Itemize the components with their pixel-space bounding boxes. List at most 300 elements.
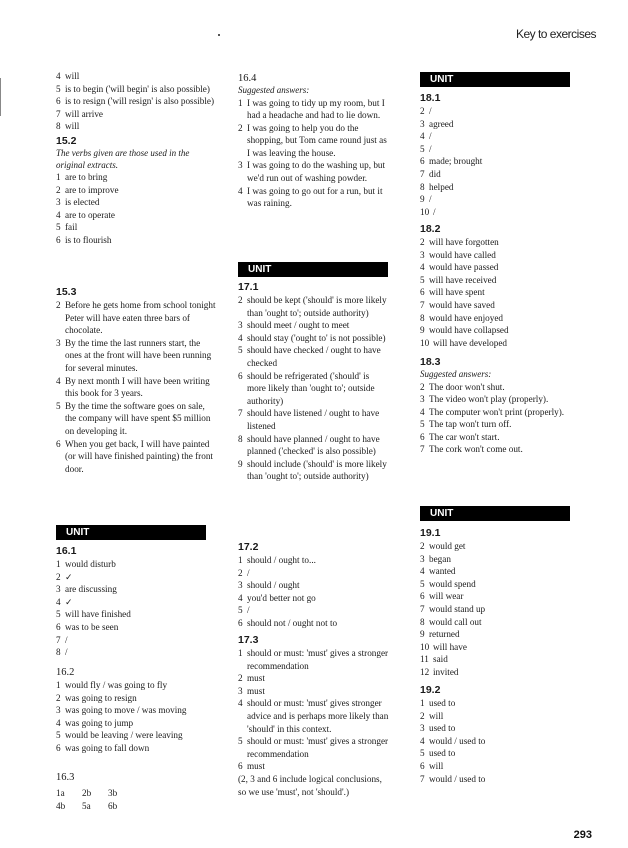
list-item — [420, 249, 582, 262]
item-text: should / ought to... — [247, 555, 316, 565]
grid-cell: 5a — [82, 800, 91, 811]
item-text: / — [429, 131, 432, 142]
item-text: will — [429, 760, 444, 771]
list-item — [420, 206, 582, 219]
item-number: 1 — [56, 680, 61, 690]
list-item — [56, 621, 216, 634]
item-text: should / ought — [247, 580, 300, 591]
item-number: 3 — [420, 118, 425, 129]
item-text: should or must: 'must' gives stronger advice and is perhaps more likely than 'should' in this context. — [247, 698, 389, 734]
item-number: 6 — [56, 96, 61, 107]
item-number: 2 — [420, 541, 425, 551]
list-item — [238, 294, 390, 319]
item-number: 8 — [420, 312, 425, 323]
list-item — [56, 646, 216, 659]
list-item — [420, 381, 582, 394]
item-number: 9 — [420, 194, 425, 205]
item-text: By next month I will have been writing this book for 3 years. — [65, 375, 210, 399]
list-item — [420, 274, 582, 287]
list-item — [420, 735, 582, 748]
item-text: are discussing — [65, 584, 117, 595]
scan-speck — [218, 34, 220, 36]
page-edge-mark — [0, 78, 1, 116]
item-number: 5 — [420, 419, 425, 430]
item-number: 2 — [420, 710, 425, 721]
item-number: 3 — [420, 723, 425, 734]
list-item — [420, 616, 582, 629]
section-note: The verbs given are those used in the original extracts. — [56, 148, 190, 170]
answer-list — [238, 97, 390, 210]
item-number: 4 — [238, 592, 243, 603]
item-number: 2 — [56, 184, 61, 195]
list-item — [56, 596, 216, 609]
section-17-2 — [238, 541, 390, 630]
item-number: 6 — [238, 617, 243, 628]
section-heading: 17.1 — [238, 281, 259, 293]
list-item — [238, 185, 390, 210]
list-item — [56, 83, 216, 96]
item-number: 6 — [420, 760, 425, 771]
item-number: 1 — [238, 648, 243, 658]
item-text: are to bring — [65, 172, 108, 182]
list-item — [238, 735, 390, 760]
item-text: invited — [433, 666, 459, 677]
list-item — [420, 628, 582, 641]
item-number: 5 — [56, 730, 61, 741]
section-heading: 16.4 — [238, 73, 257, 84]
section-18-2 — [420, 223, 582, 349]
item-text: must — [247, 685, 265, 696]
list-item — [420, 578, 582, 591]
section-15-3 — [56, 286, 216, 475]
item-number: 3 — [238, 580, 243, 591]
item-text: fail — [65, 222, 78, 233]
item-text: used to — [429, 698, 456, 708]
item-text: was going to move / was moving — [65, 705, 187, 716]
item-text: are to operate — [65, 209, 115, 220]
item-number: 4 — [420, 406, 425, 417]
list-item — [238, 159, 390, 184]
item-text: / — [65, 634, 68, 645]
answer-list — [420, 105, 582, 218]
item-text: should have checked / ought to have checked — [247, 345, 381, 368]
item-number: 4 — [420, 131, 425, 142]
unit-banner-18: UNIT — [420, 72, 570, 87]
section-heading: 15.3 — [56, 286, 77, 298]
list-item — [238, 433, 390, 458]
item-text: / — [65, 647, 68, 658]
item-number: 4 — [56, 71, 61, 81]
section-heading: 15.2 — [56, 135, 77, 147]
answer-grid — [56, 787, 216, 812]
item-text: you'd better not go — [247, 592, 316, 603]
list-item — [420, 666, 582, 679]
item-text: will have developed — [433, 337, 507, 348]
section-heading: 19.1 — [420, 527, 441, 539]
item-text: helped — [429, 181, 454, 192]
list-item — [56, 400, 216, 438]
item-number: 6 — [238, 370, 243, 381]
item-text: would call out — [429, 616, 482, 627]
list-item — [238, 647, 390, 672]
list-item — [238, 458, 390, 483]
item-number: 2 — [56, 571, 61, 582]
list-item — [420, 653, 582, 666]
item-number: 7 — [56, 634, 61, 645]
section-heading: 16.1 — [56, 545, 77, 557]
item-number: 6 — [56, 438, 61, 449]
item-number: 5 — [56, 222, 61, 233]
section-heading: 17.2 — [238, 541, 259, 553]
section-heading: 19.2 — [420, 684, 441, 696]
item-number: 6 — [56, 742, 61, 753]
list-item — [420, 697, 582, 710]
item-text: must — [247, 673, 265, 684]
list-item — [238, 554, 390, 567]
list-item — [56, 184, 216, 197]
grid-cell: 6b — [108, 800, 118, 811]
item-number: 3 — [420, 553, 425, 564]
item-number: 5 — [56, 400, 61, 411]
item-number: 5 — [56, 83, 61, 94]
item-number: 8 — [56, 121, 61, 132]
item-text: would have passed — [429, 262, 499, 273]
item-text: will — [65, 121, 80, 132]
item-number: 4 — [238, 698, 243, 709]
list-item — [420, 299, 582, 312]
section-18-3 — [420, 356, 582, 456]
item-text: would have collapsed — [429, 325, 509, 336]
item-number: 2 — [238, 673, 243, 684]
list-item — [420, 393, 582, 406]
item-text: used to — [429, 748, 456, 759]
item-number: 6 — [420, 431, 425, 442]
item-number: 8 — [56, 647, 61, 658]
item-text: is to begin ('will begin' is also possible) — [65, 83, 210, 94]
item-text: will — [429, 710, 444, 721]
item-number: 9 — [420, 629, 425, 640]
list-item — [238, 697, 390, 735]
item-text: would get — [429, 541, 466, 551]
list-item — [56, 717, 216, 730]
item-number: 2 — [238, 295, 243, 305]
item-number: 2 — [238, 122, 243, 133]
item-text: will have forgotten — [429, 237, 499, 247]
item-text: would be leaving / were leaving — [65, 730, 183, 741]
unit-banner-19: UNIT — [420, 506, 570, 521]
item-number: 4 — [238, 185, 243, 196]
item-number: 2 — [420, 237, 425, 247]
list-item — [56, 742, 216, 755]
answer-list — [56, 171, 216, 247]
list-item — [56, 608, 216, 621]
list-item — [56, 70, 216, 83]
item-number: 2 — [420, 106, 425, 116]
section-footnote: (2, 3 and 6 include logical conclusions, so we use 'must', not 'should'.) — [238, 773, 382, 797]
item-number: 5 — [420, 274, 425, 285]
list-item — [238, 407, 390, 432]
item-number: 1 — [238, 555, 243, 565]
item-number: 7 — [56, 108, 61, 119]
section-17-3 — [238, 634, 390, 798]
list-item — [238, 592, 390, 605]
item-text: did — [429, 168, 441, 179]
list-item — [420, 747, 582, 760]
item-text: should or must: 'must' gives a stronger recommendation — [247, 648, 389, 671]
list-item — [56, 679, 216, 692]
item-number: 7 — [420, 299, 425, 310]
answer-list — [238, 554, 390, 630]
item-text: ✓ — [65, 596, 73, 607]
section-16-2 — [56, 666, 216, 755]
item-text: The video won't play (properly). — [429, 394, 549, 405]
item-text: should be refrigerated ('should' is more likely than 'ought to'; outside authority) — [247, 370, 375, 406]
item-text: will arrive — [65, 108, 104, 119]
list-item — [56, 120, 216, 133]
list-item — [420, 168, 582, 181]
item-number: 5 — [238, 605, 243, 616]
list-item — [56, 234, 216, 247]
item-text: will wear — [429, 591, 464, 602]
item-text: By the time the last runners start, the ones at the front will have been running for several minutes. — [65, 337, 212, 373]
item-text: will have — [433, 641, 467, 652]
section-16-3 — [56, 771, 216, 812]
item-text: The car won't start. — [429, 431, 500, 442]
list-item — [238, 370, 390, 408]
item-text: will have received — [429, 274, 497, 285]
item-text: wanted — [429, 566, 456, 577]
item-number: 2 — [56, 692, 61, 703]
unit-banner-17: UNIT — [238, 262, 388, 277]
item-text: By the time the software goes on sale, the company will have spent $5 million on developing it. — [65, 400, 211, 436]
grid-cell: 1a — [56, 788, 65, 798]
unit-banner-16: UNIT — [56, 525, 206, 540]
section-18-1 — [420, 92, 582, 218]
item-number: 7 — [420, 444, 425, 455]
item-number: 8 — [420, 616, 425, 627]
list-item — [420, 443, 582, 456]
list-item — [56, 583, 216, 596]
page-number: 293 — [573, 829, 592, 841]
item-text: / — [429, 143, 432, 154]
item-text: should not / ought not to — [247, 617, 338, 628]
list-item — [238, 604, 390, 617]
section-heading: 18.1 — [420, 92, 441, 104]
item-number: 4 — [56, 375, 61, 386]
answer-list — [420, 236, 582, 349]
item-text: are to improve — [65, 184, 119, 195]
item-number: 3 — [238, 685, 243, 696]
item-number: 12 — [420, 666, 430, 677]
list-item — [56, 209, 216, 222]
list-item — [420, 105, 582, 118]
item-number: 6 — [238, 761, 243, 772]
item-text: / — [433, 206, 436, 217]
section-heading: 16.3 — [56, 772, 75, 783]
item-number: 5 — [238, 345, 243, 356]
item-number: 4 — [420, 566, 425, 577]
item-text: I was going to help you do the shopping, but Tom came round just as I was leaving the house. — [247, 122, 387, 158]
section-heading: 18.2 — [420, 223, 441, 235]
section-16-1 — [56, 545, 216, 659]
item-text: / — [247, 567, 250, 578]
list-item — [56, 95, 216, 108]
item-text: would have called — [429, 249, 496, 260]
item-text: would / used to — [429, 773, 486, 784]
list-item — [56, 634, 216, 647]
section-note: Suggested answers: — [238, 85, 310, 95]
item-text: was going to fall down — [65, 742, 150, 753]
item-text: will have finished — [65, 609, 131, 620]
item-number: 6 — [420, 156, 425, 167]
list-item — [56, 558, 216, 571]
item-number: 6 — [420, 287, 425, 298]
item-number: 3 — [56, 584, 61, 595]
item-text: is elected — [65, 197, 100, 208]
item-text: is to resign ('will resign' is also possible) — [65, 96, 215, 107]
item-number: 6 — [56, 234, 61, 245]
list-15-1-continued — [56, 70, 216, 133]
list-item — [420, 130, 582, 143]
item-number: 9 — [238, 458, 243, 469]
item-number: 2 — [56, 300, 61, 310]
item-number: 7 — [420, 603, 425, 614]
list-item — [56, 375, 216, 400]
answer-list — [420, 381, 582, 457]
list-item — [238, 97, 390, 122]
section-heading: 16.2 — [56, 667, 75, 678]
list-item — [56, 299, 216, 337]
item-number: 3 — [238, 160, 243, 171]
item-text: should or must: 'must' gives a stronger recommendation — [247, 736, 389, 759]
item-text: should stay ('ought to' is not possible) — [247, 332, 386, 343]
list-item — [238, 672, 390, 685]
list-item — [238, 579, 390, 592]
list-item — [420, 431, 582, 444]
item-number: 5 — [56, 609, 61, 620]
item-text: was to be seen — [65, 621, 119, 632]
item-text: ✓ — [65, 571, 73, 582]
list-item — [56, 438, 216, 476]
item-number: 1 — [56, 172, 61, 182]
list-item — [238, 344, 390, 369]
list-item — [238, 760, 390, 773]
answer-list — [56, 679, 216, 755]
item-number: 8 — [420, 181, 425, 192]
item-text: is to flourish — [65, 234, 112, 245]
answer-list — [56, 299, 216, 475]
item-number: 2 — [238, 567, 243, 578]
answer-list — [420, 540, 582, 679]
item-text: I was going to do the washing up, but we'd run out of washing powder. — [247, 160, 386, 184]
list-item — [420, 236, 582, 249]
item-number: 3 — [56, 337, 61, 348]
item-text: should include ('should' is more likely than 'ought to'; outside authority) — [247, 458, 387, 482]
list-item — [420, 337, 582, 350]
item-number: 11 — [420, 654, 429, 665]
list-item — [420, 312, 582, 325]
list-item — [420, 193, 582, 206]
list-item — [420, 603, 582, 616]
item-number: 10 — [420, 206, 430, 217]
list-item — [238, 122, 390, 160]
list-item — [420, 710, 582, 723]
item-text: will — [65, 71, 80, 81]
page-header-title: Key to exercises — [515, 27, 596, 41]
list-item — [56, 337, 216, 375]
item-text: would have saved — [429, 299, 495, 310]
grid-cell: 4b — [56, 800, 66, 811]
list-item — [420, 565, 582, 578]
item-text: Before he gets home from school tonight Peter will have eaten three bars of chocolate. — [65, 300, 216, 336]
item-number: 6 — [56, 621, 61, 632]
list-item — [420, 181, 582, 194]
item-number: 7 — [420, 773, 425, 784]
list-item — [56, 704, 216, 717]
list-item — [56, 692, 216, 705]
item-text: will have spent — [429, 287, 485, 298]
item-number: 1 — [420, 698, 425, 708]
item-text: should have listened / ought to have listened — [247, 408, 380, 431]
item-text: was going to jump — [65, 717, 134, 728]
list-item — [420, 155, 582, 168]
list-item — [420, 540, 582, 553]
item-text: would / used to — [429, 735, 486, 746]
item-text: When you get back, I will have painted (or will have finished painting) the front door. — [65, 438, 213, 474]
item-text: / — [247, 605, 250, 616]
item-text: / — [429, 106, 432, 116]
list-item — [420, 406, 582, 419]
list-item — [420, 590, 582, 603]
list-item — [420, 418, 582, 431]
list-item — [238, 617, 390, 630]
grid-cell: 3b — [108, 788, 118, 798]
grid-cell: 2b — [82, 788, 92, 798]
section-19-1 — [420, 527, 582, 679]
list-item — [56, 729, 216, 742]
item-number: 3 — [238, 320, 243, 331]
item-text: would spend — [429, 578, 476, 589]
item-text: I was going to tidy up my room, but I had a headache and had to lie down. — [247, 97, 385, 121]
item-number: 8 — [238, 433, 243, 444]
item-text: The door won't shut. — [429, 381, 505, 392]
section-note: Suggested answers: — [420, 369, 492, 379]
item-text: would disturb — [65, 559, 116, 569]
list-item — [420, 760, 582, 773]
item-text: returned — [429, 629, 460, 640]
item-number: 9 — [420, 325, 425, 336]
answer-list — [420, 697, 582, 785]
item-number: 1 — [56, 559, 61, 569]
item-number: 4 — [56, 596, 61, 607]
item-text: began — [429, 553, 451, 564]
item-text: made; brought — [429, 156, 483, 167]
answer-list — [56, 558, 216, 659]
list-item — [238, 319, 390, 332]
item-text: was going to resign — [65, 692, 137, 703]
item-number: 10 — [420, 337, 430, 348]
item-text: should have planned / ought to have planned ('checked' is also possible) — [247, 433, 380, 457]
item-text: would have enjoyed — [429, 312, 503, 323]
item-number: 4 — [420, 735, 425, 746]
item-number: 4 — [56, 209, 61, 220]
item-number: 3 — [420, 394, 425, 405]
item-number: 5 — [420, 748, 425, 759]
list-item — [238, 685, 390, 698]
item-text: should be kept ('should' is more likely than 'ought to'; outside authority) — [247, 295, 387, 318]
item-number: 4 — [238, 332, 243, 343]
list-item — [420, 261, 582, 274]
